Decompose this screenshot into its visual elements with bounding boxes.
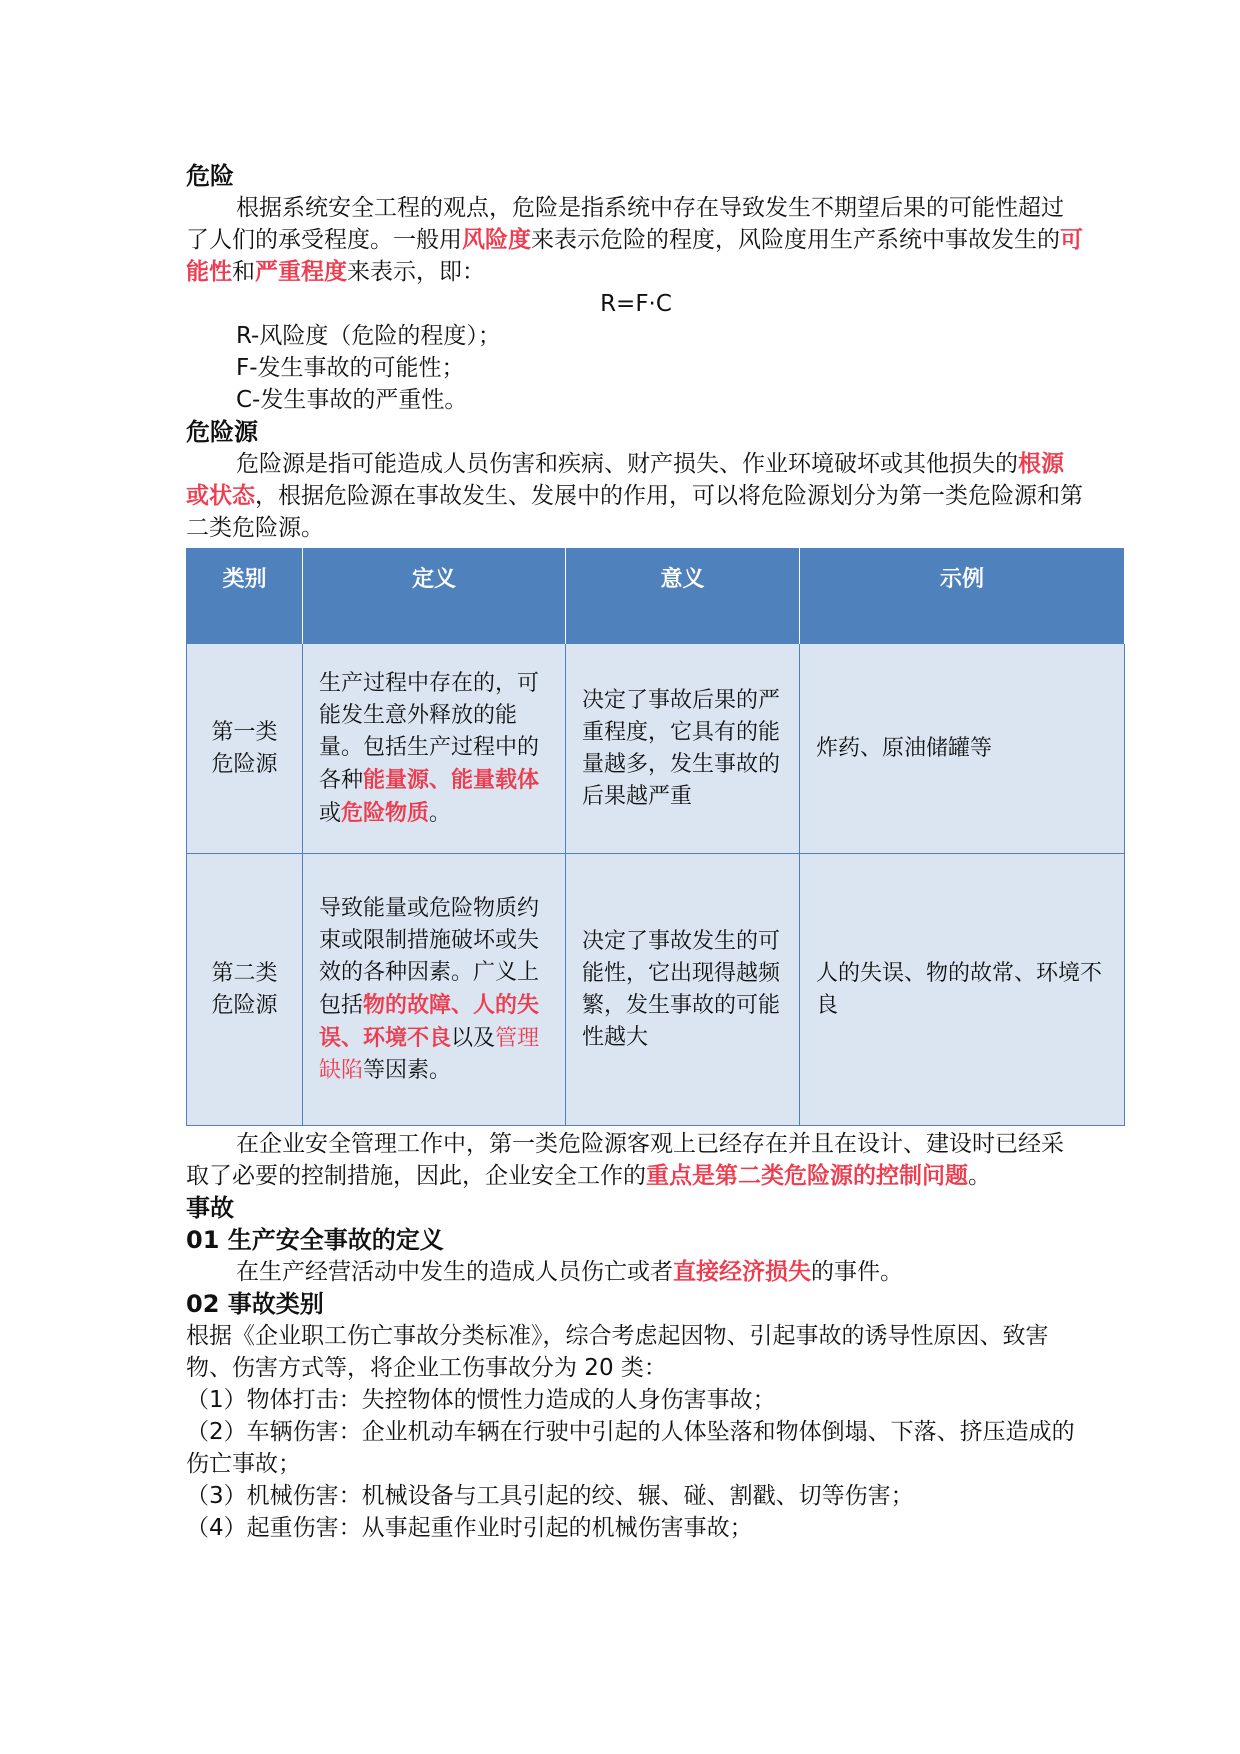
danger-paragraph [186,192,1086,288]
row1-definition [303,644,566,854]
highlight: 环境不良 [363,1024,452,1051]
highlight: 能量源 [363,766,430,793]
list-item: （1）物体打击：失控物体的惯性力造成的人身伤害事故； [186,1387,776,1413]
hazard-source-table [186,548,1125,1126]
row1-meaning: 决定了事故后果的严重程度，它具有的能量越多，发生事故的后果越严重 [566,644,800,854]
text: 在生产经营活动中发生的造成人员伤亡或者 [236,1259,673,1285]
text: ，根据危险源在事故发生、发展中的作用，可以将危险源划分为第一类危险源和第二类危险源。 [186,483,1083,541]
document-page [186,160,1103,1544]
header-definition: 定义 [303,548,566,644]
text: 的事件。 [811,1259,903,1285]
highlight-severity: 严重程度 [255,259,347,285]
highlight-risk: 风险度 [462,227,531,253]
section-title-hazard-source: 危险源 [186,418,258,446]
list-item: （3）机械伤害：机械设备与工具引起的绞、辗、碰、割戳、切等伤害； [186,1483,914,1509]
highlight: 能量载体 [451,766,540,793]
highlight: 管理缺陷 [319,1025,540,1083]
row1-category [187,644,303,854]
text: 根据系统安全工程的观点，危险是指系统中存在导致发生不期望后果的可能性超过了人们的承受程度。一般用 [186,195,1064,253]
section-title-accident: 事故 [186,1194,234,1222]
row2-definition [303,854,566,1126]
category-text: 第一类危险源 [211,719,278,777]
text: 和 [232,259,255,285]
section-title-danger: 危险 [186,162,234,190]
text: 。 [968,1163,991,1189]
table-row [187,854,1125,1126]
row2-meaning: 决定了事故发生的可能性，它出现得越频繁，发生事故的可能性越大 [566,854,800,1126]
text: 来表示危险的程度，风险度用生产系统中事故发生的 [531,227,1060,253]
header-meaning: 意义 [566,548,800,644]
highlight-possibility: 可能性 [186,227,1083,285]
row2-category [187,854,303,1126]
accident-definition-paragraph [186,1256,1086,1288]
highlight: 物的故障 [363,991,452,1018]
highlight: 人的失误 [319,991,540,1051]
text: 等因素。 [363,1057,452,1083]
formula: R=F·C [600,291,672,317]
highlight-root-cause: 根源或状态 [186,451,1064,509]
definition-r: R-风险度（危险的程度）； [236,323,501,349]
highlight: 、 [429,766,452,793]
accident-category-list [186,1384,1086,1544]
list-item: （4）起重伤害：从事起重作业时引起的机械伤害事故； [186,1515,753,1541]
highlight: 危险物质 [341,799,430,826]
row2-example: 人的失误、物的故常、环境不良 [800,854,1125,1126]
highlight-key-point: 重点是第二类危险源的控制问题 [646,1163,968,1189]
text: 导致能量或危险物质约束或限制措施破坏或失效的各种因素。广义上包括 [319,895,540,1018]
highlight-economic-loss: 直接经济损失 [673,1259,811,1285]
highlight: 、 [341,1024,364,1051]
category-text: 第二类危险源 [211,960,278,1018]
table-header-row [187,548,1125,644]
highlight: 、 [451,991,474,1018]
header-example: 示例 [800,548,1125,644]
table-row [187,644,1125,854]
text: 生产过程中存在的，可能发生意外释放的能量。包括生产过程中的各种 [319,670,540,793]
categories-intro-paragraph: 根据《企业职工伤亡事故分类标准》，综合考虑起因物、引起事故的诱导性原因、致害物、伤害方式等，将企业工伤事故分为 20 类： [186,1323,1049,1381]
safety-focus-paragraph [186,1128,1086,1192]
subsection-title-definition: 01 生产安全事故的定义 [186,1226,444,1254]
row1-example: 炸药、原油储罐等 [800,644,1125,854]
text: 来表示，即： [347,259,485,285]
text: 在企业安全管理工作中，第一类危险源客观上已经存在并且在设计、建设时已经采取了必要的控制措施，因此，企业安全工作的 [186,1131,1064,1189]
hazard-source-paragraph [186,448,1086,544]
list-item: （2）车辆伤害：企业机动车辆在行驶中引起的人体坠落和物体倒塌、下落、挤压造成的伤亡事故； [186,1419,1075,1477]
definition-c: C-发生事故的严重性。 [236,387,468,413]
text: 。 [429,800,452,826]
definition-f: F-发生事故的可能性； [236,355,465,381]
text: 以及 [451,1025,496,1051]
text: 危险源是指可能造成人员伤害和疾病、财产损失、作业环境破坏或其他损失的 [236,451,1018,477]
text: 或 [319,800,342,826]
subsection-title-categories: 02 事故类别 [186,1290,324,1318]
header-category: 类别 [187,548,303,644]
